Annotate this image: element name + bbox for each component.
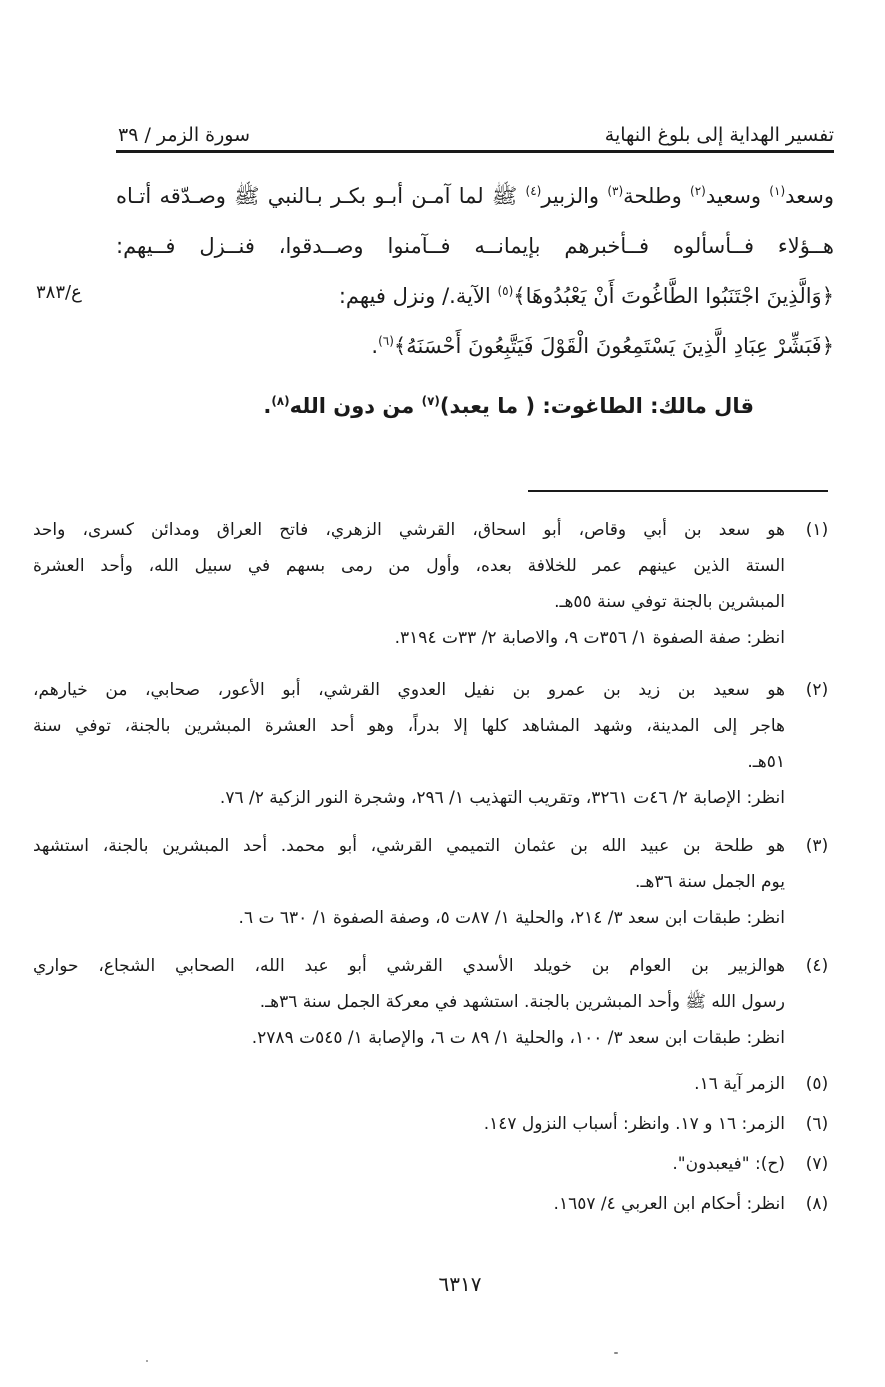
footnote-ref: (٣) <box>607 184 624 198</box>
footnote-body <box>33 1186 785 1222</box>
footnote-line: يوم الجمل سنة ٣٦هـ. <box>635 872 785 892</box>
scan-speck <box>614 1352 618 1354</box>
quran-verse: ﴿فَبَشِّرْ عِبَادِ الَّذِينَ يَسْتَمِعُونَ الْقَوْلَ فَيَتَّبِعُونَ أَحْسَنَهُ﴾ <box>393 334 834 358</box>
footnote-line: هاجر إلى المدينة، وشهد المشاهد كلها إلا بدراً، وهو أحد العشرة المبشرين بالجنة، توفي سنة <box>33 716 785 736</box>
page-number: ٦٣١٧ <box>438 1272 482 1296</box>
text-segment: قال مالك: الطاغوت: ( ما يعبد) <box>439 394 754 418</box>
footnote-number: (٨) <box>805 1194 829 1214</box>
footnote-body <box>33 1066 785 1102</box>
footnote-5 <box>33 1066 833 1102</box>
footnote-line: هو طلحة بن عبيد الله بن عثمان التميمي القرشي، أبو محمد. أحد المبشرين بالجنة، استشهد <box>33 836 785 856</box>
footnote-4 <box>33 948 833 1060</box>
book-title: تفسير الهداية إلى بلوغ النهاية <box>604 124 834 146</box>
margin-note: ع/٣٨٣ <box>36 282 82 303</box>
footnote-line: انظر: طبقات ابن سعد ٣/ ١٠٠، والحلية ١/ ٨٩ ت ٦، والإصابة ١/ ٥٤٥ت ٢٧٨٩. <box>251 1028 785 1048</box>
footnote-ref: (٤) <box>525 184 542 198</box>
footnote-line: رسول الله ﷺ وأحد المبشرين بالجنة. استشهد في معركة الجمل سنة ٣٦هـ. <box>259 992 785 1012</box>
footnote-1 <box>33 512 833 662</box>
footnote-3 <box>33 828 833 940</box>
footnote-body <box>33 672 785 816</box>
footnote-6 <box>33 1106 833 1142</box>
footnote-separator <box>528 490 828 492</box>
main-line-5 <box>263 386 754 429</box>
footnote-number: (٦) <box>805 1114 829 1134</box>
footnote-line: ٥١هـ. <box>747 752 785 772</box>
footnote-2 <box>33 672 833 822</box>
footnote-ref: (١) <box>769 184 786 198</box>
quran-verse: ﴿وَالَّذِينَ اجْتَنَبُوا الطَّاغُوتَ أَنْ يَعْبُدُوهَا﴾ <box>513 284 834 308</box>
footnote-7 <box>33 1146 833 1182</box>
footnote-number: (٣) <box>805 836 829 856</box>
footnote-number: (٥) <box>805 1074 829 1094</box>
text-segment: الآية./ ونزل فيهم: <box>338 284 498 308</box>
text-segment: والزبير <box>541 184 608 208</box>
footnote-8 <box>33 1186 833 1222</box>
footnote-line: انظر: طبقات ابن سعد ٣/ ٢١٤، والحلية ١/ ٨٧ت ٥، وصفة الصفوة ١/ ٦٣٠ ت ٦. <box>238 908 785 928</box>
footnote-ref: (٢) <box>690 184 706 198</box>
footnote-body <box>33 1146 785 1182</box>
footnote-number: (٢) <box>805 680 829 700</box>
text-segment: . <box>371 334 379 358</box>
footnote-body <box>33 948 785 1056</box>
footnote-number: (١) <box>805 520 829 540</box>
footnote-line: هو سعد بن أبي وقاص، أبو اسحاق، القرشي الزهري، فاتح العراق ومدائن كسرى، واحد <box>33 520 785 540</box>
main-line-1 <box>116 176 834 219</box>
footnote-line: الزمر آية ١٦. <box>694 1074 785 1094</box>
footnote-body <box>33 1106 785 1142</box>
main-line-4 <box>371 326 834 369</box>
footnote-line: هو سعيد بن زيد بن عمرو بن نفيل العدوي القرشي، أبو الأعور، صحابي، من خيارهم، <box>33 680 785 700</box>
footnote-line: انظر: أحكام ابن العربي ٤/ ١٦٥٧. <box>553 1194 785 1214</box>
text-segment: وسعد <box>785 184 835 208</box>
footnote-line: هوالزبير بن العوام بن خويلد الأسدي القرشي أبو عبد الله، الصحابي الشجاع، حواري <box>33 956 785 976</box>
text-segment: وطلحة <box>623 184 690 208</box>
footnote-line: انظر: الإصابة ٢/ ٤٦ت ٣٢٦١، وتقريب التهذيب ١/ ٢٩٦، وشجرة النور الزكية ٢/ ٧٦. <box>219 788 785 808</box>
scan-speck <box>146 1360 148 1362</box>
footnote-ref: (٦) <box>378 334 394 348</box>
surah-label: سورة الزمر / ٣٩ <box>118 124 251 146</box>
footnote-body <box>33 512 785 656</box>
running-header <box>118 112 834 146</box>
footnote-line: الستة الذين عينهم عمر للخلافة بعده، وأول من رمى بسهم في سبيل الله، وأحد العشرة <box>33 556 785 576</box>
footnote-number: (٤) <box>805 956 829 976</box>
footnote-line: انظر: صفة الصفوة ١/ ٣٥٦ت ٩، والاصابة ٢/ ٣٣ت ٣١٩٤. <box>394 628 785 648</box>
footnote-ref: (٥) <box>497 284 514 298</box>
text-segment: . <box>263 394 272 418</box>
footnote-line: الزمر: ١٦ و ١٧. وانظر: أسباب النزول ١٤٧. <box>483 1114 785 1134</box>
header-rule <box>116 150 834 153</box>
footnote-line: المبشرين بالجنة توفي سنة ٥٥هـ. <box>554 592 785 612</box>
main-line-3 <box>339 276 834 319</box>
text-segment: وسعيد <box>705 184 770 208</box>
footnote-line: (ح): "فيعبدون". <box>672 1154 785 1174</box>
text-segment: ﷺ لما آمـن أبـو بكـر بـالنبي ﷺ وصـدّقه أتـاه <box>116 184 526 208</box>
text-segment: من دون الله <box>289 394 422 418</box>
footnote-ref: (٨) <box>271 394 290 408</box>
footnote-ref: (٧) <box>421 394 440 408</box>
main-line-2: هــؤلاء فــأسألوه فــأخبرهم بإيمانــه فــآمنوا وصــدقوا، فنــزل فــيهم: <box>116 234 834 258</box>
footnote-body <box>33 828 785 936</box>
footnote-number: (٧) <box>805 1154 829 1174</box>
